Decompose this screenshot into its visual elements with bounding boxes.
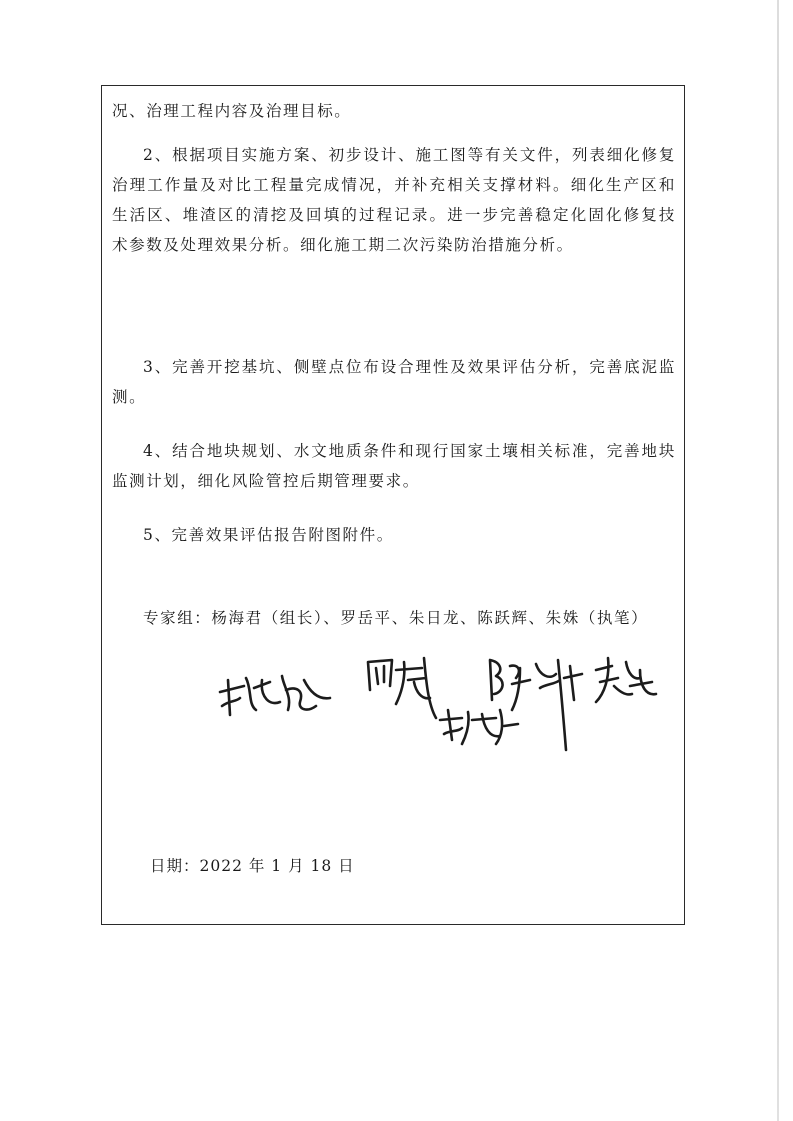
opinion-item-5: 5、完善效果评估报告附图附件。 xyxy=(143,526,394,544)
scan-edge-shadow xyxy=(777,0,779,1121)
handwritten-signatures xyxy=(200,640,680,770)
opinion-item-2: 2、根据项目实施方案、初步设计、施工图等有关文件，列表细化修复治理工作量及对比工程量完成情况，并补充相关支撑材料。细化生产区和生活区、堆渣区的清挖及回填的过程记录。进一步完善稳定化固化修复技术参数及处理效果分析。细化施工期二次污染防治措施分析。 xyxy=(112,146,676,254)
signature-5 xyxy=(440,710,518,744)
signature-4 xyxy=(596,658,656,702)
signatures-drawing xyxy=(200,640,680,770)
date-line: 日期：2022 年 1 月 18 日 xyxy=(150,857,355,875)
signature-3 xyxy=(490,660,582,750)
signature-1 xyxy=(220,676,330,715)
expert-group-line: 专家组：杨海君（组长）、罗岳平、朱日龙、陈跃辉、朱姝（执笔） xyxy=(143,609,649,627)
opinion-item-4: 4、结合地块规划、水文地质条件和现行国家土壤相关标准，完善地块监测计划，细化风险管控后期管理要求。 xyxy=(112,442,676,490)
opinion-item-3: 3、完善开挖基坑、侧壁点位布设合理性及效果评估分析，完善底泥监测。 xyxy=(112,358,676,406)
signature-2 xyxy=(368,658,436,718)
intro-line: 况、治理工程内容及治理目标。 xyxy=(112,102,352,120)
